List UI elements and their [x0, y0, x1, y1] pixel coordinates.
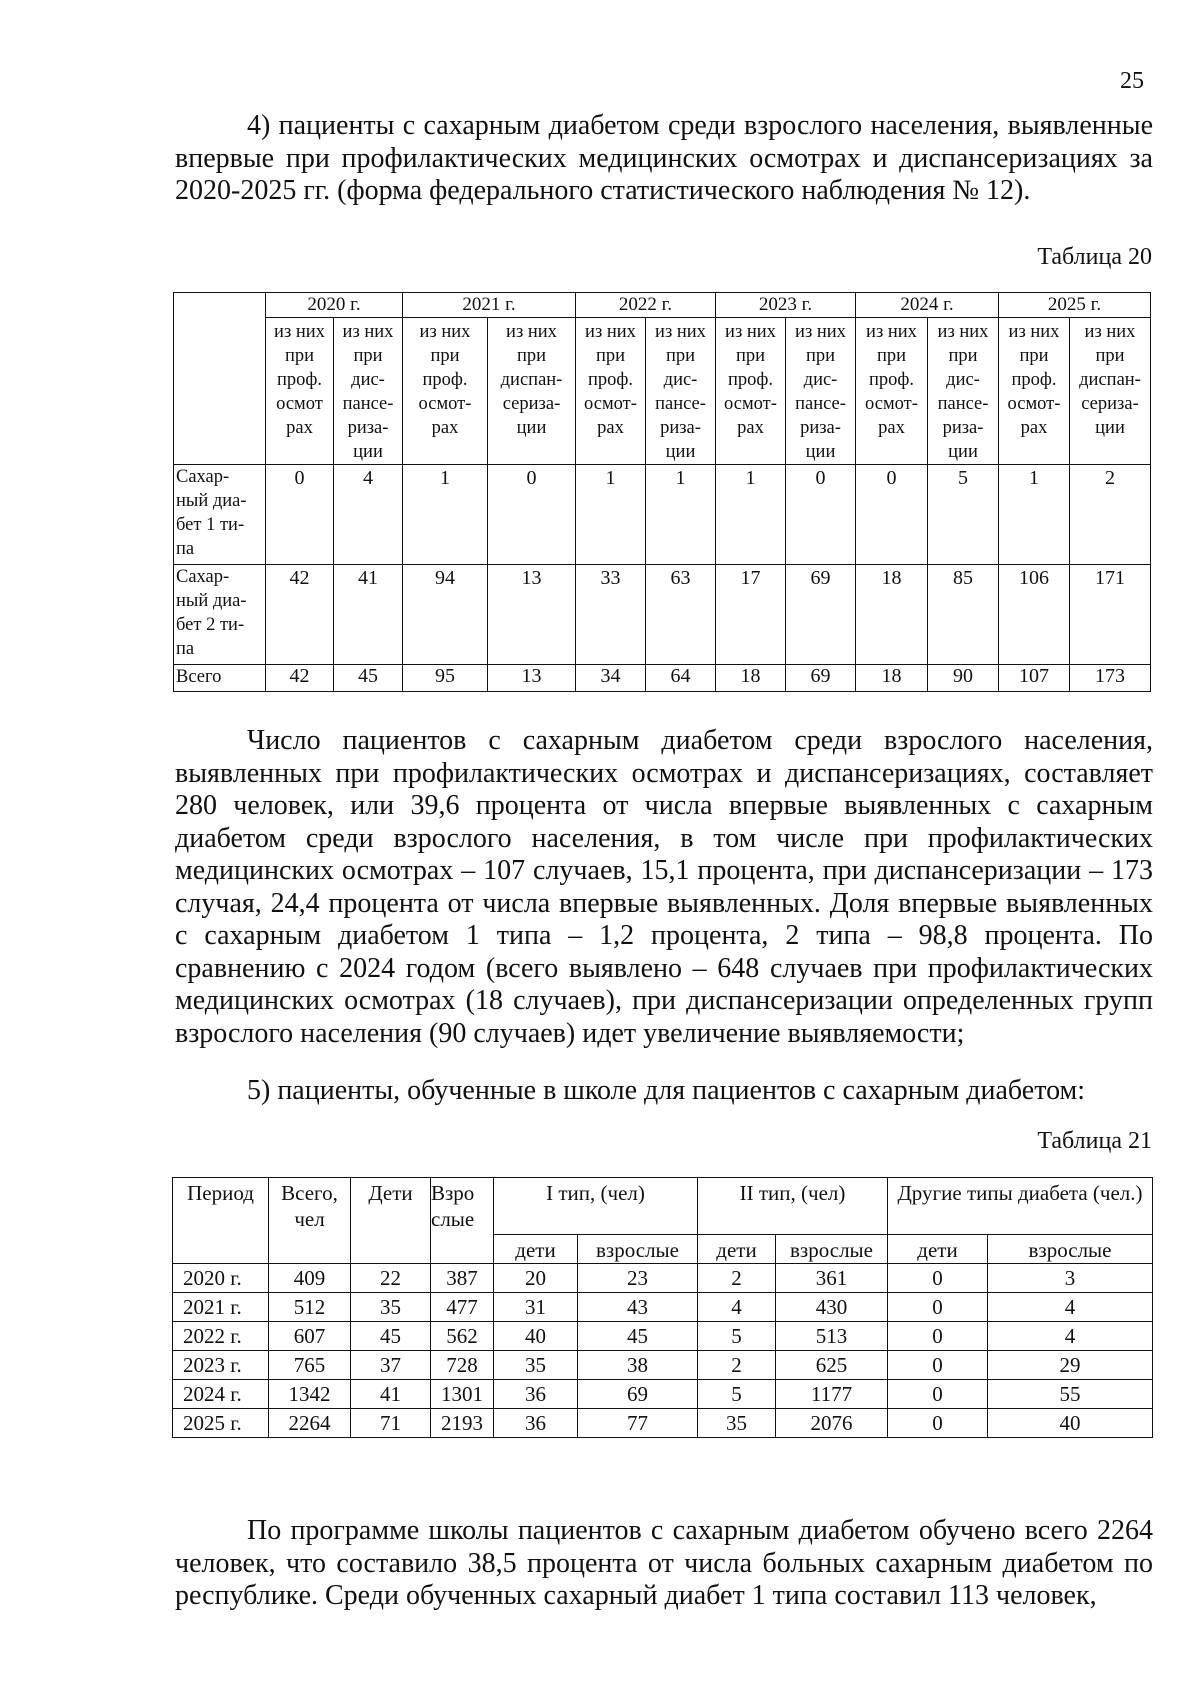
table-cell: 85 — [928, 565, 999, 665]
header-type2: II тип, (чел) — [698, 1178, 888, 1235]
table-cell: 45 — [578, 1322, 698, 1351]
table-cell: 13 — [488, 665, 576, 692]
table-cell: 0 — [888, 1351, 988, 1380]
summary-paragraph: Число пациентов с сахарным диабетом среди взрослого населения, выявленных при профилактических осмотрах и диспансеризациях, составляет 280 человек, или 39,6 процента от числа впервые выявленных с сахарным диабетом среди взрослого населения, в том числе при профилактических медицинских осмотрах – 107 случаев, 15,1 процента, при диспансеризации – 173 случая, 24,4 процента от числа впервые выявленных. Доля впервые выявленных с сахарным диабетом 1 типа – 1,2 процента, 2 типа – 98,8 процента. По сравнению с 2024 годом (всего выявлено – 648 случаев при профилактических медицинских осмотрах (18 случаев), при диспансеризации определенных групп взрослого населения (90 случаев) идет увеличение выявляемости; — [175, 725, 1153, 1049]
table-cell: 512 — [269, 1293, 351, 1322]
row-label: Сахар- ный диа- бет 2 ти- па — [174, 565, 266, 665]
table-cell: 2 — [698, 1351, 776, 1380]
table-cell: 0 — [888, 1380, 988, 1409]
table-cell: 2 — [698, 1264, 776, 1293]
table-row — [173, 1264, 1153, 1293]
subheader-children: дети — [494, 1235, 578, 1264]
table20-subheader-prof: из них при проф. осмот- рах — [999, 318, 1070, 465]
subheader-adults: взрослые — [578, 1235, 698, 1264]
table20-subheader-prof: из них при проф. осмот- рах — [856, 318, 928, 465]
table-cell: 1342 — [269, 1380, 351, 1409]
table-cell: 45 — [351, 1322, 431, 1351]
table-cell: 64 — [646, 665, 716, 692]
table20-subheader-prof: из них при проф. осмот- рах — [716, 318, 786, 465]
table-cell: 18 — [856, 565, 928, 665]
table-cell: 41 — [351, 1380, 431, 1409]
table20-subheader-disp: из них при дис- пансе- риза- ции — [928, 318, 999, 465]
subheader-adults: взрослые — [988, 1235, 1153, 1264]
table-cell: 0 — [888, 1293, 988, 1322]
row-period: 2022 г. — [173, 1322, 269, 1351]
row-period: 2021 г. — [173, 1293, 269, 1322]
table-cell: 69 — [578, 1380, 698, 1409]
table-cell: 17 — [716, 565, 786, 665]
table-cell: 95 — [403, 665, 488, 692]
table20-year-header: 2020 г. — [266, 293, 403, 318]
table-cell: 1 — [576, 465, 646, 565]
subheader-adults: взрослые — [776, 1235, 888, 1264]
table20-year-header: 2021 г. — [403, 293, 576, 318]
table-cell: 2 — [1070, 465, 1151, 565]
header-other: Другие типы диабета (чел.) — [888, 1178, 1153, 1235]
table-cell: 562 — [431, 1322, 494, 1351]
table-cell: 43 — [578, 1293, 698, 1322]
table-row — [173, 1322, 1153, 1351]
subheader-children: дети — [698, 1235, 776, 1264]
table-row — [173, 1380, 1153, 1409]
table-cell: 36 — [494, 1380, 578, 1409]
table-cell: 41 — [334, 565, 403, 665]
row-label: Всего — [174, 665, 266, 692]
table-cell: 0 — [488, 465, 576, 565]
table-cell: 40 — [988, 1409, 1153, 1438]
table20-year-header: 2025 г. — [999, 293, 1151, 318]
table-row — [174, 465, 1151, 565]
table-cell: 18 — [856, 665, 928, 692]
table-cell: 5 — [698, 1380, 776, 1409]
table20-subheader-disp: из них при дис- пансе- риза- ции — [786, 318, 856, 465]
row-period: 2025 г. — [173, 1409, 269, 1438]
table-cell: 4 — [698, 1293, 776, 1322]
row-period: 2023 г. — [173, 1351, 269, 1380]
table-cell: 1 — [403, 465, 488, 565]
table-cell: 361 — [776, 1264, 888, 1293]
table20-subheader-disp: из них при диспан- сериза- ции — [488, 318, 576, 465]
table-cell: 0 — [856, 465, 928, 565]
table-cell: 2193 — [431, 1409, 494, 1438]
table-cell: 1177 — [776, 1380, 888, 1409]
table-cell: 55 — [988, 1380, 1153, 1409]
subheader-children: дети — [888, 1235, 988, 1264]
table-cell: 765 — [269, 1351, 351, 1380]
table-cell: 63 — [646, 565, 716, 665]
header-adults: Взро слые — [431, 1178, 494, 1264]
table-cell: 1 — [716, 465, 786, 565]
table20-year-row — [174, 293, 1151, 318]
table-cell: 0 — [888, 1264, 988, 1293]
table-cell: 728 — [431, 1351, 494, 1380]
table-cell: 171 — [1070, 565, 1151, 665]
table20-subheader-disp: из них при дис- пансе- риза- ции — [646, 318, 716, 465]
table-cell: 173 — [1070, 665, 1151, 692]
table-cell: 40 — [494, 1322, 578, 1351]
table-21 — [172, 1177, 1153, 1438]
row-period: 2024 г. — [173, 1380, 269, 1409]
table-cell: 3 — [988, 1264, 1153, 1293]
table20-subheader-prof: из них при проф. осмот рах — [266, 318, 334, 465]
table-cell: 1 — [999, 465, 1070, 565]
table-cell: 625 — [776, 1351, 888, 1380]
table-cell: 4 — [988, 1322, 1153, 1351]
header-type1: I тип, (чел) — [494, 1178, 698, 1235]
table-cell: 2076 — [776, 1409, 888, 1438]
table-cell: 20 — [494, 1264, 578, 1293]
table-row — [173, 1409, 1153, 1438]
table20-caption: Таблица 20 — [1037, 244, 1152, 270]
table-cell: 0 — [266, 465, 334, 565]
table-row — [173, 1351, 1153, 1380]
table-cell: 37 — [351, 1351, 431, 1380]
table-cell: 607 — [269, 1322, 351, 1351]
table-cell: 45 — [334, 665, 403, 692]
table-cell: 69 — [786, 665, 856, 692]
table-cell: 107 — [999, 665, 1070, 692]
table20-subheader-row — [174, 318, 1151, 465]
table20-corner-cell — [174, 293, 266, 465]
table-row — [173, 1293, 1153, 1322]
table-cell: 4 — [334, 465, 403, 565]
table-cell: 35 — [698, 1409, 776, 1438]
row-period: 2020 г. — [173, 1264, 269, 1293]
header-children: Дети — [351, 1178, 431, 1264]
table-cell: 42 — [266, 565, 334, 665]
table-cell: 23 — [578, 1264, 698, 1293]
header-total: Всего, чел — [269, 1178, 351, 1264]
table-cell: 22 — [351, 1264, 431, 1293]
table-cell: 106 — [999, 565, 1070, 665]
table20-year-header: 2024 г. — [856, 293, 999, 318]
table-cell: 430 — [776, 1293, 888, 1322]
table-cell: 31 — [494, 1293, 578, 1322]
table-cell: 1 — [646, 465, 716, 565]
table-row — [174, 565, 1151, 665]
final-paragraph: По программе школы пациентов с сахарным диабетом обучено всего 2264 человек, что составило 38,5 процента от числа больных сахарным диабетом по республике. Среди обученных сахарный диабет 1 типа составил 113 человек, — [175, 1515, 1153, 1611]
table-cell: 35 — [351, 1293, 431, 1322]
table-cell: 33 — [576, 565, 646, 665]
table-cell: 35 — [494, 1351, 578, 1380]
row-label: Сахар- ный диа- бет 1 ти- па — [174, 465, 266, 565]
table20-subheader-disp: из них при диспан- сериза- ции — [1070, 318, 1151, 465]
table-cell: 0 — [786, 465, 856, 565]
table21-caption: Таблица 21 — [1037, 1128, 1152, 1154]
table-cell: 5 — [928, 465, 999, 565]
table-cell: 34 — [576, 665, 646, 692]
table-cell: 94 — [403, 565, 488, 665]
table20-subheader-prof: из них при проф. осмот- рах — [576, 318, 646, 465]
table20-year-header: 2023 г. — [716, 293, 856, 318]
table-cell: 38 — [578, 1351, 698, 1380]
header-period: Период — [173, 1178, 269, 1264]
page-number: 25 — [1120, 68, 1144, 94]
table-cell: 18 — [716, 665, 786, 692]
table-cell: 0 — [888, 1409, 988, 1438]
table-cell: 29 — [988, 1351, 1153, 1380]
table-cell: 90 — [928, 665, 999, 692]
table-cell: 71 — [351, 1409, 431, 1438]
table-cell: 1301 — [431, 1380, 494, 1409]
table-cell: 36 — [494, 1409, 578, 1438]
table20-subheader-prof: из них при проф. осмот- рах — [403, 318, 488, 465]
table-cell: 77 — [578, 1409, 698, 1438]
table-cell: 13 — [488, 565, 576, 665]
table20-year-header: 2022 г. — [576, 293, 716, 318]
table-cell: 387 — [431, 1264, 494, 1293]
table-cell: 2264 — [269, 1409, 351, 1438]
table-cell: 4 — [988, 1293, 1153, 1322]
table-20 — [173, 292, 1151, 692]
table-cell: 5 — [698, 1322, 776, 1351]
table-cell: 477 — [431, 1293, 494, 1322]
table-cell: 42 — [266, 665, 334, 692]
table-cell: 409 — [269, 1264, 351, 1293]
table-row-total — [174, 665, 1151, 692]
table-cell: 513 — [776, 1322, 888, 1351]
table-cell: 69 — [786, 565, 856, 665]
school-heading: 5) пациенты, обученные в школе для пациентов с сахарным диабетом: — [247, 1075, 1086, 1106]
table-cell: 0 — [888, 1322, 988, 1351]
table20-subheader-disp: из них при дис- пансе- риза- ции — [334, 318, 403, 465]
table21-header-row — [173, 1178, 1153, 1235]
intro-paragraph: 4) пациенты с сахарным диабетом среди взрослого населения, выявленные впервые при профилактических медицинских осмотрах и диспансеризациях за 2020-2025 гг. (форма федерального статистического наблюдения № 12). — [175, 110, 1153, 206]
